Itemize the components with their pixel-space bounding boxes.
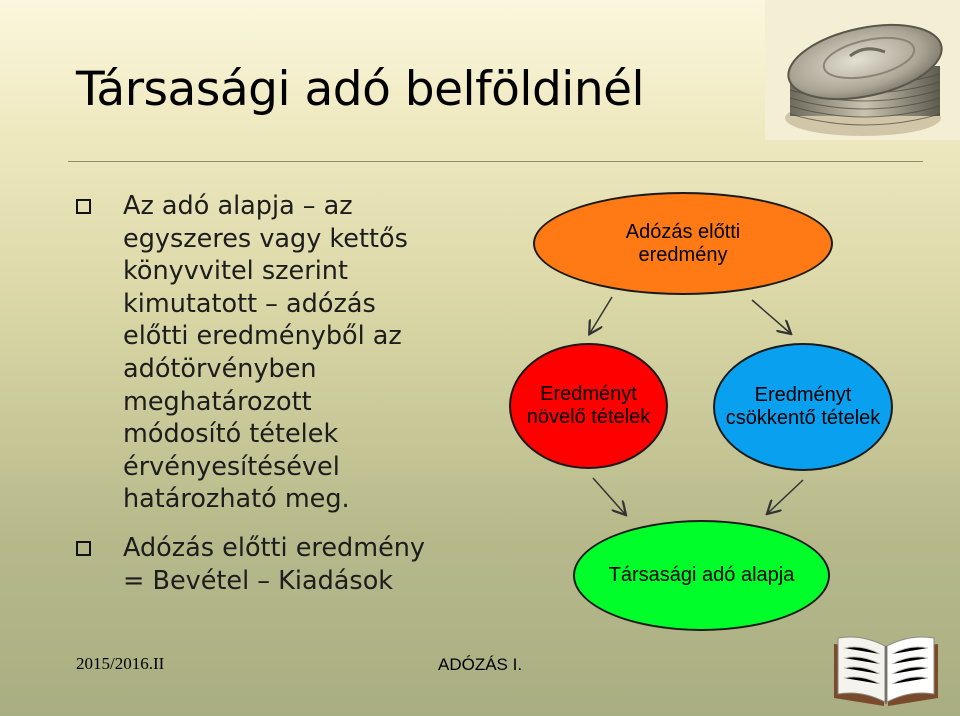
ellipse-label xyxy=(726,384,881,430)
open-book-icon xyxy=(826,630,948,710)
arrow-top-to-right xyxy=(752,300,790,333)
arrow-top-to-left xyxy=(590,297,612,333)
slide-title: Társasági adó belföldinél xyxy=(76,62,645,117)
ellipse-label-line: csökkentő tételek xyxy=(725,407,881,429)
ellipse-increasing-items xyxy=(509,343,668,469)
ellipse-label xyxy=(527,383,650,429)
bullet-line: könyvvitel szerint xyxy=(123,256,348,287)
bullet-line: előtti eredményből az xyxy=(123,321,402,352)
bullet-line: kimutatott – adózás xyxy=(123,288,376,319)
bullet-line: határozható meg. xyxy=(123,484,350,515)
ellipse-label-line: Adózás előtti xyxy=(625,220,741,243)
ellipse-label xyxy=(626,221,741,267)
bullet-line: Adózás előtti eredmény xyxy=(123,533,426,563)
arrow-right-to-bottom xyxy=(768,480,803,513)
bullet-line: = Bevétel – Kiadások xyxy=(123,565,394,596)
ellipse-label-line: eredmény xyxy=(638,243,728,266)
ellipse-pretax-profit xyxy=(533,192,833,295)
ellipse-label-line: Eredményt xyxy=(754,384,852,406)
footer-date: 2015/2016.II xyxy=(76,654,165,673)
bullet-line: adótörvényben xyxy=(123,353,317,384)
ellipse-label-line: Eredményt xyxy=(540,383,637,405)
bullet-line: egyszeres vagy kettős xyxy=(123,223,408,254)
bullet-line: meghatározott xyxy=(123,386,312,417)
arrow-left-to-bottom xyxy=(593,478,625,514)
ellipse-decreasing-items xyxy=(713,343,893,471)
ellipse-label xyxy=(609,564,795,587)
footer-course: ADÓZÁS I. xyxy=(438,655,523,674)
bullet-line: érvényesítésével xyxy=(123,451,340,482)
ellipse-corporate-tax-base xyxy=(573,520,830,631)
ellipse-label-line: növelő tételek xyxy=(526,406,651,428)
ellipse-label-line: Társasági adó alapja xyxy=(608,564,795,586)
bullet-line: Az adó alapja – az xyxy=(123,191,353,221)
bullet-line: módosító tételek xyxy=(123,419,339,450)
